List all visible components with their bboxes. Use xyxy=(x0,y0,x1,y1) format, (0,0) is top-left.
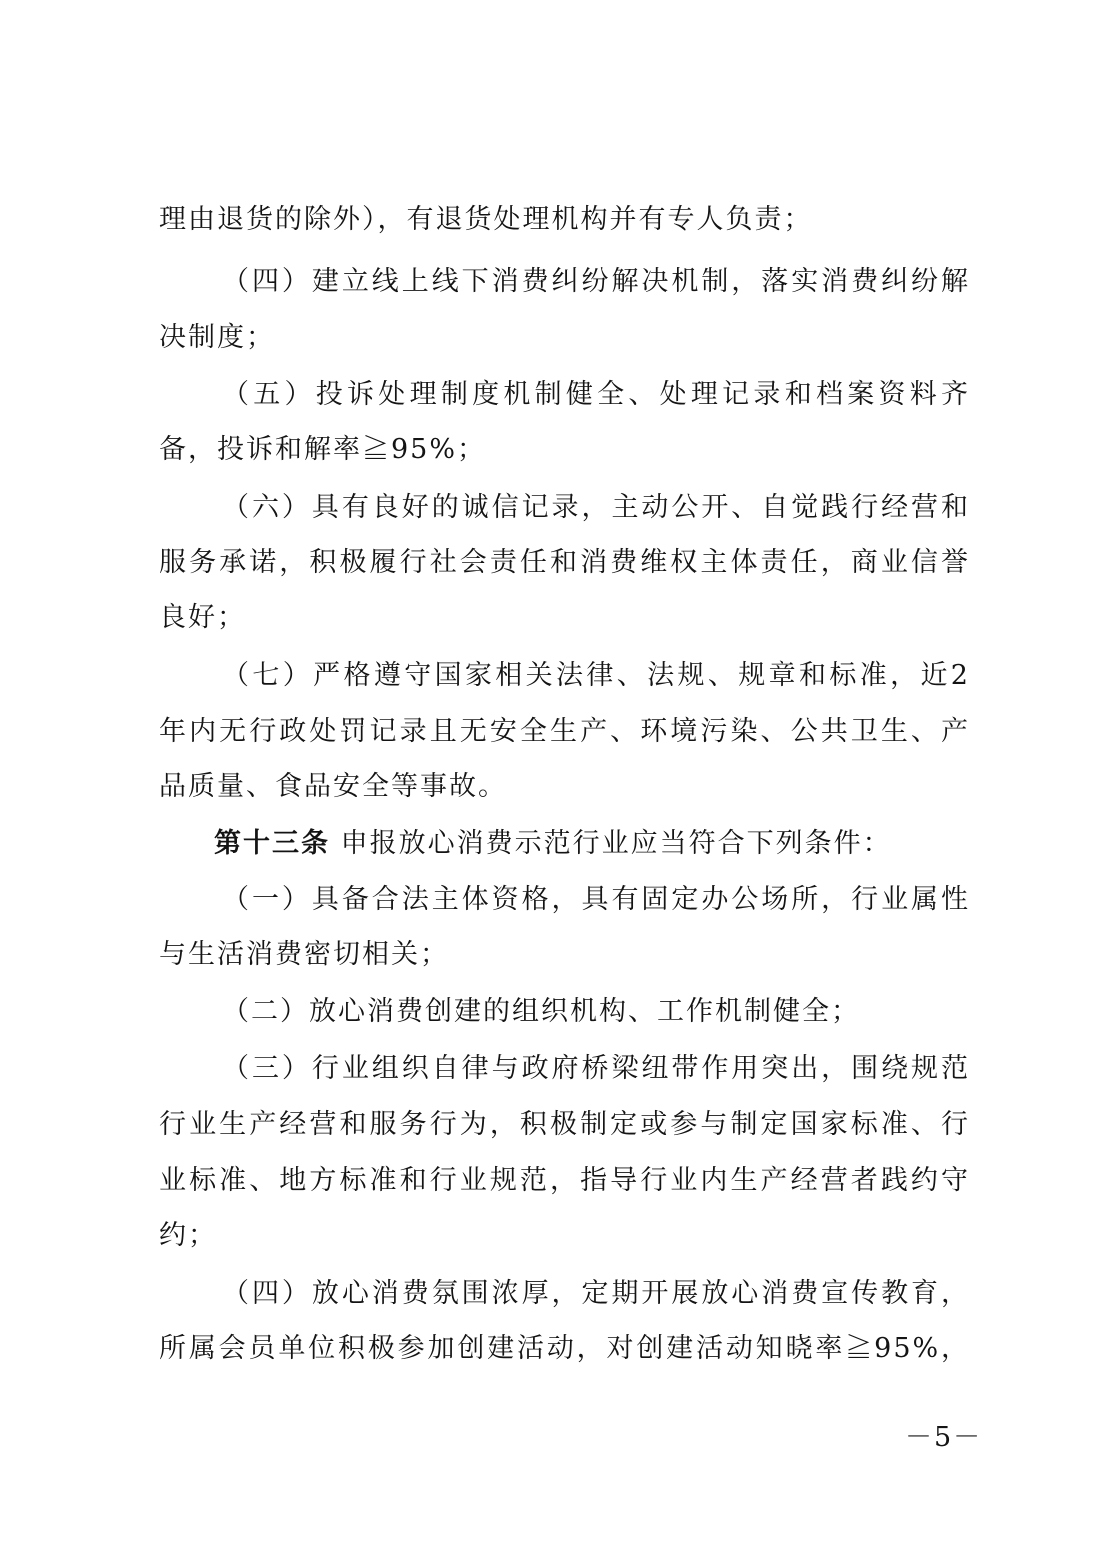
paragraph-line: （五）投诉处理制度机制健全、处理记录和档案资料齐 xyxy=(222,379,970,410)
paragraph-line: 品质量、食品安全等事故。 xyxy=(159,771,507,802)
paragraph-line: 服务承诺，积极履行社会责任和消费维权主体责任，商业信誉 xyxy=(159,547,970,578)
paragraph-line: 业标准、地方标准和行业规范，指导行业内生产经营者践约守 xyxy=(159,1165,970,1196)
paragraph-line: 与生活消费密切相关； xyxy=(159,939,449,970)
article-line xyxy=(214,824,964,864)
paragraph-line: （七）严格遵守国家相关法律、法规、规章和标准，近2 xyxy=(222,660,970,691)
paragraph-line: 所属会员单位积极参加创建活动，对创建活动知晓率≧95%， xyxy=(159,1333,970,1364)
paragraph-line: 决制度； xyxy=(159,322,275,353)
paragraph-line: （四）建立线上线下消费纠纷解决机制，落实消费纠纷解 xyxy=(222,266,970,297)
paragraph-line: 行业生产经营和服务行为，积极制定或参与制定国家标准、行 xyxy=(159,1109,970,1140)
paragraph-line: （六）具有良好的诚信记录，主动公开、自觉践行经营和 xyxy=(222,492,970,523)
article-heading: 第十三条 xyxy=(214,828,330,859)
paragraph-line: 年内无行政处罚记录且无安全生产、环境污染、公共卫生、产 xyxy=(159,716,970,747)
paragraph-line: 备，投诉和解率≧95%； xyxy=(159,434,487,465)
paragraph-line: （三）行业组织自律与政府桥梁纽带作用突出，围绕规范 xyxy=(222,1053,970,1084)
page-number: －5－ xyxy=(905,1422,983,1453)
article-text: 申报放心消费示范行业应当符合下列条件： xyxy=(340,828,892,859)
paragraph-line: 良好； xyxy=(159,602,246,633)
paragraph-line: （二）放心消费创建的组织机构、工作机制健全； xyxy=(222,996,860,1027)
paragraph-line: 约； xyxy=(159,1220,217,1251)
paragraph-line: （一）具备合法主体资格，具有固定办公场所，行业属性 xyxy=(222,884,970,915)
paragraph-line: （四）放心消费氛围浓厚，定期开展放心消费宣传教育， xyxy=(222,1278,970,1309)
paragraph-line: 理由退货的除外），有退货处理机构并有专人负责； xyxy=(159,204,813,235)
